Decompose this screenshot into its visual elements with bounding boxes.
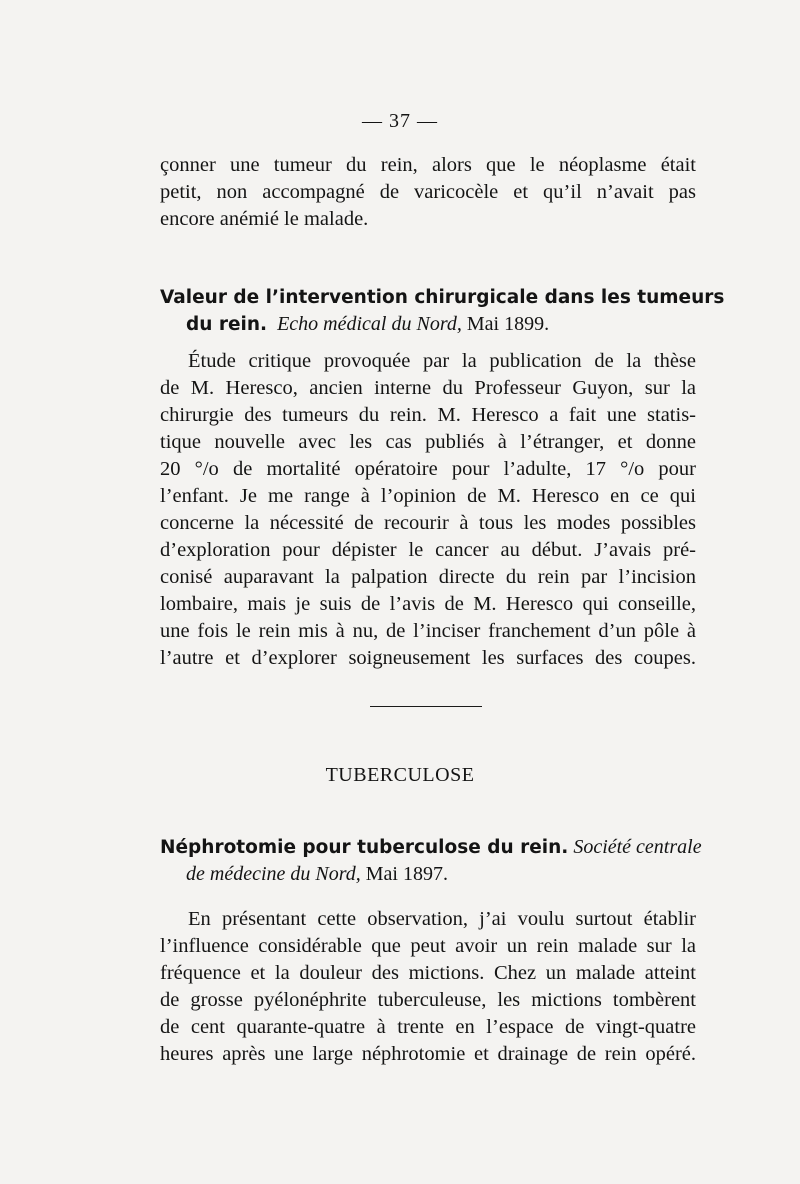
entry1-source: Echo médical du Nord,: [277, 313, 462, 335]
entry1-body-line: d’exploration pour dépister le cancer au début. J’avais pré-: [160, 539, 696, 561]
entry2-body-line: En présentant cette observation, j’ai voulu surtout établir: [188, 908, 696, 930]
entry1-body-line: tique nouvelle avec les cas publiés à l’étranger, et donne: [160, 431, 696, 453]
entry1-title-line2: du rein.: [186, 314, 268, 335]
entry2-source-line2: de médecine du Nord,: [186, 863, 361, 885]
entry2-date: Mai 1897.: [365, 863, 448, 885]
entry1-body-line: de M. Heresco, ancien interne du Professeur Guyon, sur la: [160, 377, 696, 399]
entry1-body-line: concerne la nécessité de recourir à tous les modes possibles: [160, 512, 696, 534]
intro-line: çonner une tumeur du rein, alors que le néoplasme était: [160, 154, 696, 176]
entry1-body-line: l’autre et d’explorer soigneusement les surfaces des coupes.: [160, 647, 696, 669]
entry1-body-line: Étude critique provoquée par la publication de la thèse: [188, 350, 696, 372]
entry2-body: [160, 906, 696, 1068]
intro-line: encore anémié le malade.: [160, 208, 369, 230]
entry1-body-line: conisé auparavant la palpation directe du rein par l’incision: [160, 566, 696, 588]
entry1-body-line: lombaire, mais je suis de l’avis de M. Heresco qui conseille,: [160, 593, 696, 615]
entry2-title: Néphrotomie pour tuberculose du rein.: [160, 837, 569, 858]
entry1-body-line: l’enfant. Je me range à l’opinion de M. Heresco en ce qui: [160, 485, 696, 507]
entry1-body-line: 20 °/o de mortalité opératoire pour l’adulte, 17 °/o pour: [160, 458, 696, 480]
page-number: — 37 —: [362, 110, 438, 132]
section-divider: [370, 706, 482, 707]
entry1-date: Mai 1899.: [466, 313, 550, 335]
entry2-body-line: de grosse pyélonéphrite tuberculeuse, les mictions tombèrent: [160, 989, 696, 1011]
entry2-body-line: fréquence et la douleur des mictions. Chez un malade atteint: [160, 962, 696, 984]
entry1-title-line1: Valeur de l’intervention chirurgicale dans les tumeurs: [160, 287, 725, 308]
entry2-body-line: l’influence considérable que peut avoir un rein malade sur la: [160, 935, 696, 957]
intro-line: petit, non accompagné de varicocèle et qu’il n’avait pas: [160, 181, 696, 203]
intro-paragraph: [160, 152, 696, 233]
entry1-body: [160, 348, 696, 672]
entry2-body-line: de cent quarante-quatre à trente en l’espace de vingt-quatre: [160, 1016, 696, 1038]
entry2-heading: [160, 834, 702, 887]
section-title: TUBERCULOSE: [325, 764, 475, 786]
entry2-body-line: heures après une large néphrotomie et drainage de rein opéré.: [160, 1043, 696, 1065]
entry2-source-line1: Société centrale: [573, 836, 702, 858]
entry1-body-line: chirurgie des tumeurs du rein. M. Heresco a fait une statis-: [160, 404, 696, 426]
entry1-body-line: une fois le rein mis à nu, de l’inciser franchement d’un pôle à: [160, 620, 696, 642]
entry1-heading: [160, 284, 725, 338]
